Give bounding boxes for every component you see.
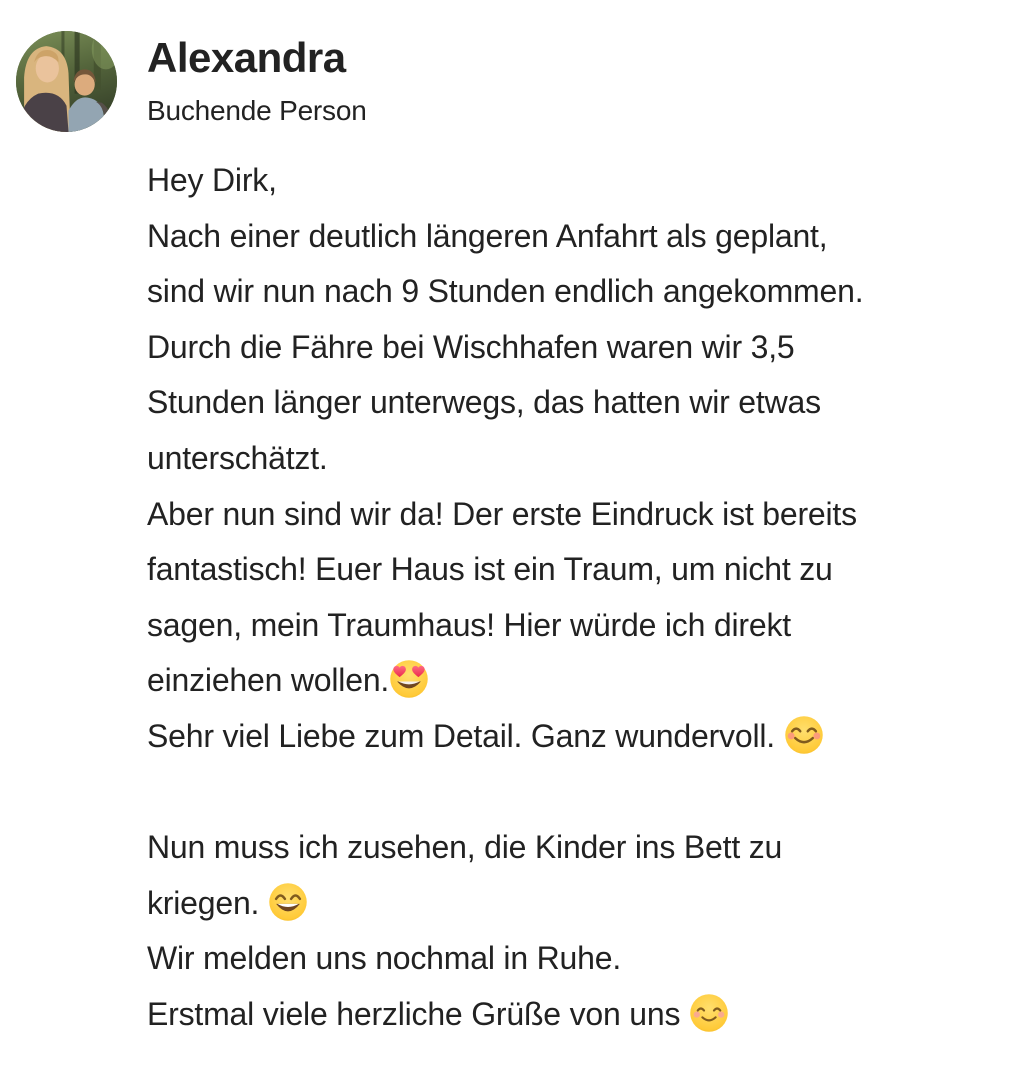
heart-eyes-emoji-icon	[389, 659, 429, 699]
message-line: Durch die Fähre bei Wischhafen waren wir 3,5	[147, 328, 795, 365]
message-line: Aber nun sind wir da! Der erste Eindruck ist bereits	[147, 495, 857, 532]
relaxed-smiling-face-emoji-icon	[689, 993, 729, 1033]
message-line: Hey Dirk,	[147, 162, 277, 198]
message-line: Sehr viel Liebe zum Detail. Ganz wundervoll.	[147, 709, 1017, 765]
message-line: Erstmal viele herzliche Grüße von uns	[147, 987, 1017, 1043]
message-line: Wir melden uns nochmal in Ruhe.	[147, 940, 622, 977]
message-line: Stunden länger unterwegs, das hatten wir etwas	[147, 384, 821, 421]
message-line: Nach einer deutlich längeren Anfahrt als geplant,	[147, 217, 828, 254]
message-line: sagen, mein Traumhaus! Hier würde ich direkt	[147, 606, 791, 643]
message-line: Nun muss ich zusehen, die Kinder ins Bett zu	[147, 829, 783, 866]
message-line: kriegen.	[147, 876, 1017, 932]
smiling-face-smiling-eyes-emoji-icon	[784, 715, 824, 755]
reviewer-role: Buchende Person	[147, 95, 367, 126]
reviewer-name: Alexandra	[147, 34, 346, 81]
message-line: unterschätzt.	[147, 439, 328, 476]
avatar[interactable]	[16, 31, 117, 132]
grinning-face-emoji-icon	[268, 882, 308, 922]
message-line: sind wir nun nach 9 Stunden endlich angekommen.	[147, 273, 864, 310]
message-line	[147, 765, 1017, 821]
message-line: einziehen wollen.	[147, 653, 1017, 709]
message-line: fantastisch! Euer Haus ist ein Traum, um nicht zu	[147, 551, 833, 588]
avatar-photo	[16, 31, 117, 132]
message-body	[147, 153, 1017, 1043]
